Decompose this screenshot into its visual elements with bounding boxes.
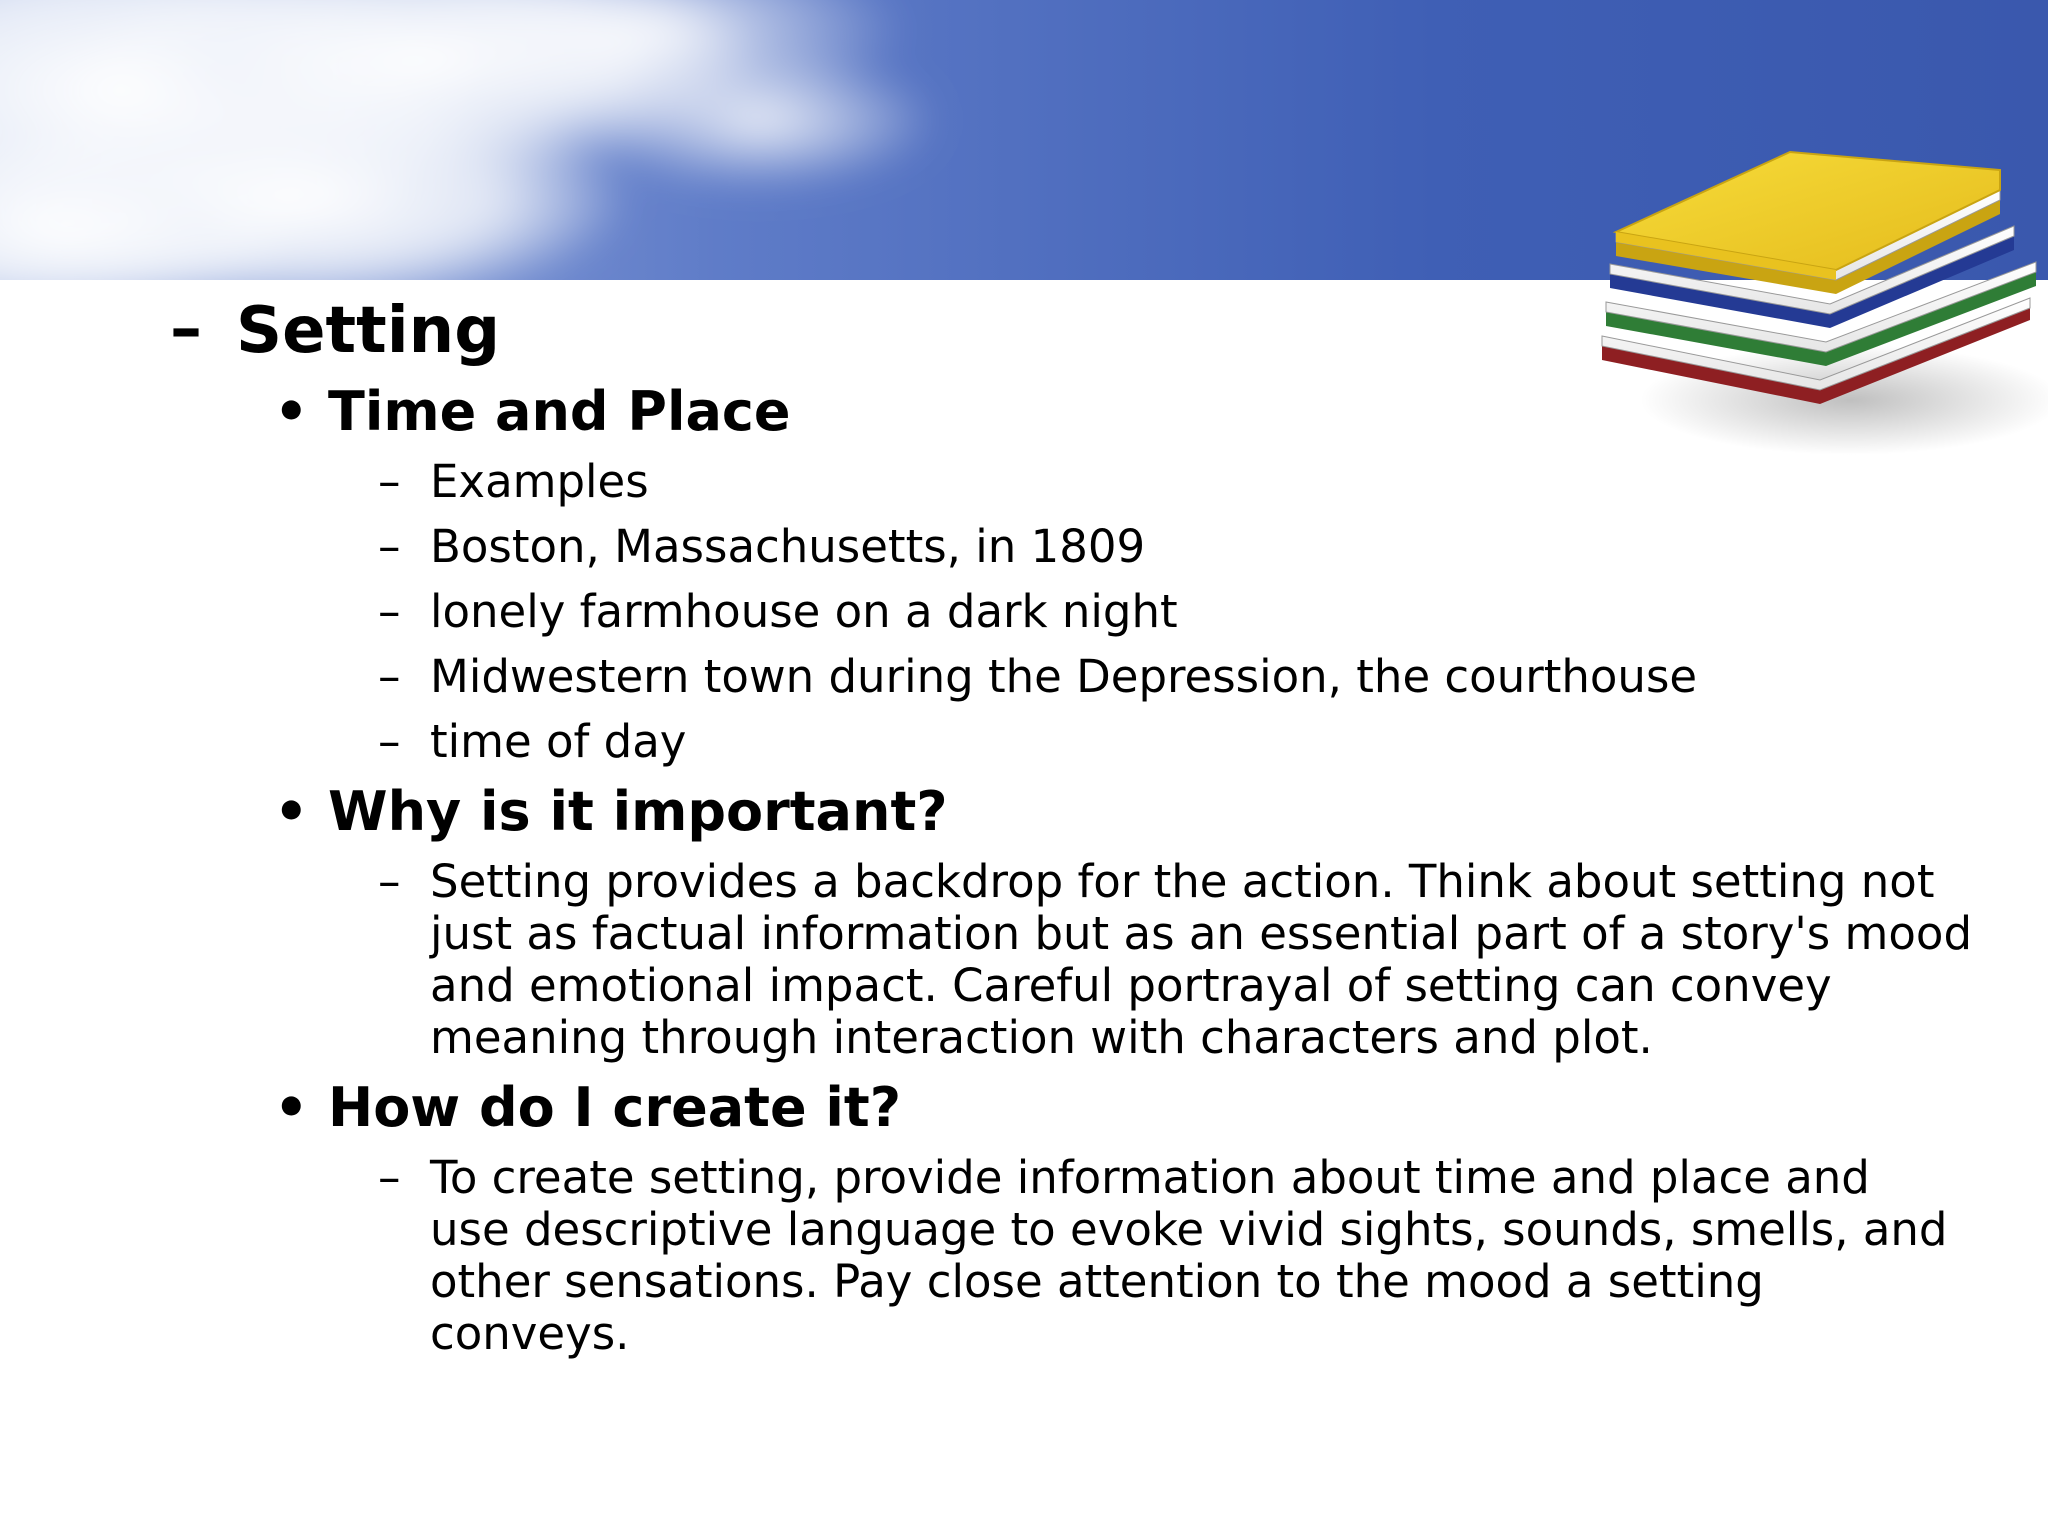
sub-bullet-dash: – bbox=[378, 855, 401, 908]
sub-bullet-dash: – bbox=[378, 520, 401, 573]
sub-bullet-dash: – bbox=[378, 1151, 401, 1204]
sub-bullet-dash: – bbox=[378, 650, 401, 703]
section-title-why-important: Why is it important? bbox=[328, 780, 948, 843]
section-title-time-place: Time and Place bbox=[328, 380, 791, 443]
list-item: time of day bbox=[430, 715, 687, 768]
bullet-dot: • bbox=[274, 780, 309, 843]
bullet-dot: • bbox=[274, 380, 309, 443]
sub-bullet-dash: – bbox=[378, 455, 401, 508]
section-title-how-create: How do I create it? bbox=[328, 1076, 902, 1139]
list-item: lonely farmhouse on a dark night bbox=[430, 585, 1178, 638]
paragraph-importance: Setting provides a backdrop for the action. Think about setting not just as factual information but as an essential part of a story's mood and emotional impact. Careful portrayal of setting can convey meaning through interaction with characters and plot. bbox=[430, 855, 1973, 1064]
list-item: Boston, Massachusetts, in 1809 bbox=[430, 520, 1146, 573]
paragraph-create: To create setting, provide information about time and place and use descriptive language to evoke vivid sights, sounds, smells, and other sensations. Pay close attention to the mood a setting conveys. bbox=[430, 1151, 1948, 1360]
bullet-dot: • bbox=[274, 1076, 309, 1139]
heading-setting: Setting bbox=[236, 294, 500, 368]
sub-bullet-dash: – bbox=[378, 715, 401, 768]
list-item: Midwestern town during the Depression, the courthouse bbox=[430, 650, 1698, 703]
list-item: Examples bbox=[430, 455, 649, 508]
heading-dash: – bbox=[170, 292, 202, 366]
sub-bullet-dash: – bbox=[378, 585, 401, 638]
